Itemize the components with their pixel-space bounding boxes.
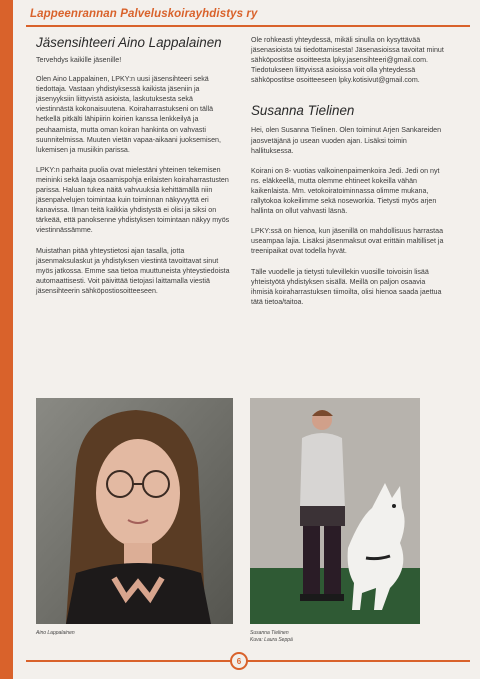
right-article-paragraph: LPKY:ssä on hienoa, kun jäsenillä on mahdollisuus harrastaa useampaa lajia. Lisäksi jäsenmaksut ovat erittäin maltilliset ja treenipaikat ovat todella hyvät. (251, 227, 444, 256)
right-column (251, 35, 447, 317)
header-divider (26, 25, 470, 27)
right-article-paragraph: Hei, olen Susanna Tielinen. Olen toiminut Arjen Sankareiden jaosvetäjänä jo usean vuoden ajan. Lisäksi toimin hallituksessa. (251, 126, 442, 155)
right-article-paragraph: Koirani on 8- vuotias valkoinenpaimenkoira Jedi. Jedi on nyt ns. eläkkeellä, mutta olemme ehtineet kokeilla vähän kaikenlaista. Mm. vetokoiratoiminnassa olimme mukana, rallytokoa kokeilimme sekä noseworkia. Tietysti myös arjen hallinta on ollut vahvasti läsnä. (251, 166, 440, 216)
right-article-intro: Ole rohkeasti yhteydessä, mikäli sinulla on kysyttävää jäsenasioista tai tiedottamisesta! Jäsenasioissa tavoitat minut sähköpostitse osoitteesta lpky.jasensihteeri@gmail.com. Tiedotukseen liittyvissä asioissa voit olla yhteydessä sähköpostitse osoitteeseen lpky.kotisivut@gmail.com. (251, 36, 444, 85)
photo-caption-right (250, 630, 293, 643)
left-article-paragraph: Muistathan pitää yhteystietosi ajan tasalla, jotta jäsenmaksulaskut ja yhdistyksen viestintä tavoittavat sinut myös jatkossa. Emme saa tietoa muuttuneista yhteystiedoista automaattisesti. Voit päivittää tietojasi laittamalla viestiä jäsensihteerin sähköpostiosoitteeseen. (36, 246, 230, 295)
page-number-badge (230, 652, 248, 670)
page-number: 6 (236, 656, 242, 666)
left-article-paragraph: Olen Aino Lappalainen, LPKY:n uusi jäsensihteeri sekä tiedottaja. Vastaan yhdistyksessä kaikista jäseniin ja jäsenyyksiin liittyvistä asioista, laskutuksesta sekä viestinnästä kokonaisuutena. Koiraharrastukseni on tällä hetkellä pitkälti lähipiirin koirien kanssa lenkkeilyä ja peuhaamista, mutta oman koiran hankinta on vahvasti suunnitelmissa. Muuten vietän vapaa-aikaani juoksemisen, lukemisen ja musiikin parissa. (36, 75, 221, 154)
portrait-photo-aino (36, 398, 233, 624)
photo-caption-left: Aino Lappalainen (36, 630, 75, 636)
page-header-title: Lappeenrannan Palveluskoirayhdistys ry (30, 8, 258, 20)
left-article-greeting: Tervehdys kaikille jäsenille! (36, 56, 122, 64)
photo-susanna-with-dog (250, 398, 420, 624)
left-column (36, 35, 232, 306)
right-article-paragraph: Tälle vuodelle ja tietysti tulevillekin vuosille toivoisin lisää yhteistyötä yhdistyksen sisällä. Meillä on paljon osaavia ihmisiä koiraharrastuksen tiimoilta, olisi hienoa saada jaettua tätä tietoa/taitoa. (251, 267, 442, 306)
footer-divider (26, 660, 470, 662)
left-article-paragraph: LPKY:n parhaita puolia ovat mielestäni yhteinen tekemisen meininki sekä laaja osaamispohja erilaisten koiraharrastusten parissa. Haluan tukea näitä vahvuuksia kehittämällä niin jäsenpalvelujen toimintaa kuin toiminnan näkyvyyttä eri kanavissa. Ilman teitä kaikkia yhdistystä ei olisi ja siksi on tärkeää, että panoksenne yhdistyksen toimintaan näkyy myös viestinnässämme. (36, 165, 230, 235)
photo-caption-right-credit: Kuva: Laura Seppä (250, 636, 293, 643)
left-accent-bar (0, 0, 13, 679)
left-article-heading: Jäsensihteeri Aino Lappalainen (36, 35, 222, 50)
right-article-heading: Susanna Tielinen (251, 103, 355, 119)
photo-caption-right-name: Susanna Tielinen (250, 630, 289, 636)
